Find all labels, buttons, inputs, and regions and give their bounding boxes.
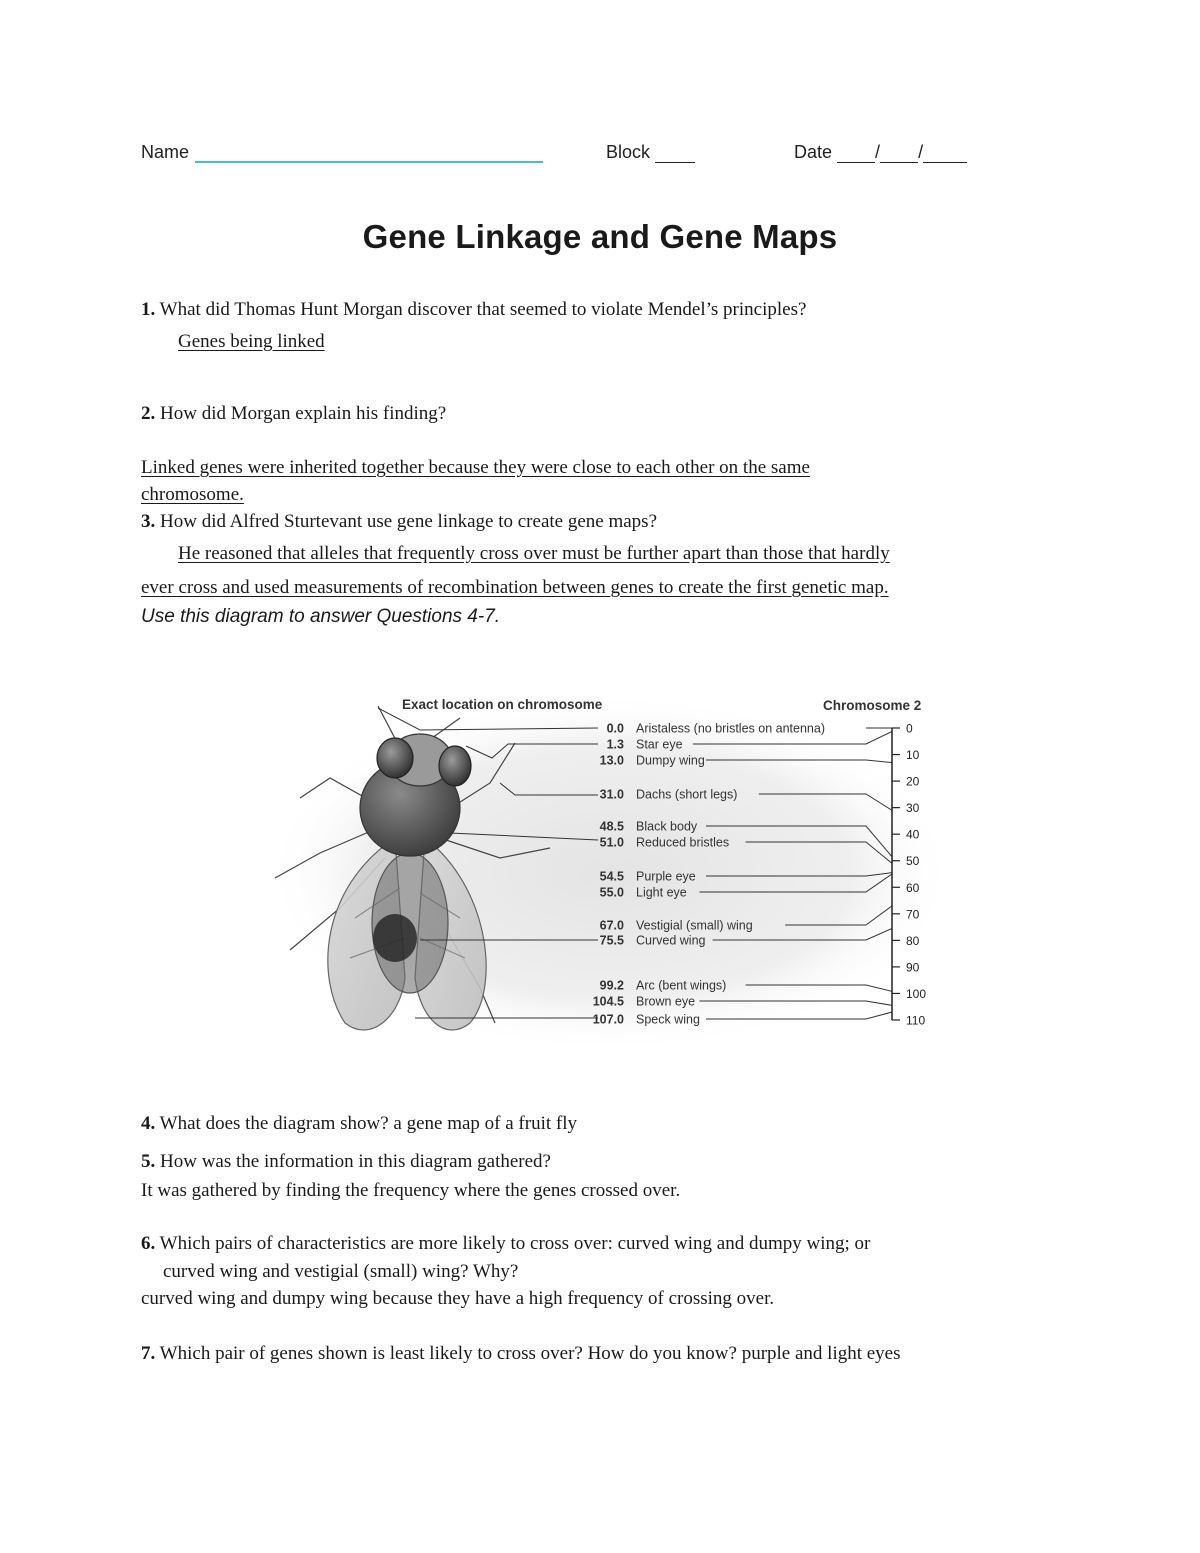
gene-position: 107.0 [592,1012,624,1027]
answer-7: purple and light eyes [741,1343,901,1364]
gene-map-diagram [260,688,960,1058]
question-text: Which pair of genes shown is least likely to cross over? How do you know? [159,1343,737,1364]
gene-label: Star eye [636,737,683,752]
question-2 [141,403,446,425]
question-number: 2. [141,403,156,424]
question-number: 5. [141,1151,156,1172]
question-text: How did Morgan explain his finding? [160,403,447,424]
scale-tick-label: 90 [906,960,920,975]
name-input-line[interactable] [195,143,543,163]
gene-position: 48.5 [599,819,624,834]
gene-row [593,1013,700,1027]
gene-row [600,820,698,834]
question-text: What does the diagram show? [159,1113,389,1134]
question-text: Which pairs of characteristics are more likely to cross over: curved wing and dumpy wing; or [159,1233,871,1254]
gene-position: 99.2 [599,978,624,993]
gene-label: Brown eye [636,994,696,1009]
gene-label: Reduced bristles [636,835,730,850]
name-label: Name [141,142,190,162]
gene-position: 51.0 [599,835,624,850]
diagram-right-heading: Chromosome 2 [823,698,922,713]
gene-label: Dumpy wing [636,753,705,768]
question-number: 1. [141,299,156,320]
gene-position: 0.0 [606,721,624,736]
gene-row [600,788,738,802]
answer-4: a gene map of a fruit fly [393,1113,577,1134]
scale-tick-label: 10 [906,748,920,763]
gene-label: Curved wing [636,933,706,948]
answer-2-line-2: chromosome. [141,484,244,505]
gene-label: Arc (bent wings) [636,978,727,993]
date-separator: / [918,142,924,162]
answer-6: curved wing and dumpy wing because they have a high frequency of crossing over. [141,1288,775,1309]
answer-3-line-1: He reasoned that alleles that frequently cross over must be further apart than those that hardly [178,543,890,564]
diagram-left-heading: Exact location on chromosome [402,697,603,712]
gene-position: 67.0 [599,918,624,933]
scale-tick-label: 80 [906,933,920,948]
answer-3-line-2: ever cross and used measurements of recombination between genes to create the first genetic map. [141,577,889,598]
question-text: How did Alfred Sturtevant use gene linkage to create gene maps? [160,511,657,532]
question-text: How was the information in this diagram gathered? [160,1151,551,1172]
question-5 [141,1151,551,1173]
date-label: Date [794,142,833,162]
scale-tick-label: 0 [906,721,913,736]
question-number: 7. [141,1343,156,1364]
question-1 [141,299,806,321]
gene-label: Purple eye [636,869,696,884]
block-input-line[interactable] [655,145,695,163]
gene-row [607,738,683,752]
gene-row [600,836,729,850]
gene-position: 104.5 [592,994,624,1009]
question-number: 4. [141,1113,156,1134]
question-6-continued: curved wing and vestigial (small) wing? Why? [163,1261,519,1282]
date-day-line[interactable] [880,145,918,163]
date-field[interactable] [794,142,967,163]
gene-row [600,754,705,768]
scale-tick-label: 40 [906,827,920,842]
date-separator: / [875,142,881,162]
scale-tick-label: 20 [906,774,920,789]
gene-row [600,870,696,884]
gene-position: 1.3 [606,737,624,752]
question-number: 3. [141,511,156,532]
gene-label: Dachs (short legs) [636,787,738,802]
question-text: What did Thomas Hunt Morgan discover that seemed to violate Mendel’s principles? [159,299,807,320]
gene-position: 55.0 [599,885,624,900]
date-month-line[interactable] [837,145,875,163]
gene-row [600,886,687,900]
answer-1: Genes being linked [178,331,325,352]
gene-position: 75.5 [599,933,624,948]
block-field[interactable] [606,142,695,163]
gene-row [607,722,825,736]
answer-2-line-1: Linked genes were inherited together because they were close to each other on the same [141,457,810,478]
question-4 [141,1113,577,1135]
gene-position: 13.0 [599,753,624,768]
answer-5: It was gathered by finding the frequency where the genes crossed over. [141,1180,681,1201]
name-field[interactable] [141,142,543,163]
gene-row [600,979,727,993]
gene-row [593,995,695,1009]
gene-row [600,934,706,948]
scale-tick-label: 100 [906,986,927,1001]
page-title: Gene Linkage and Gene Maps [362,218,838,255]
gene-label: Black body [636,819,698,834]
date-year-line[interactable] [923,145,967,163]
scale-tick-label: 60 [906,880,920,895]
gene-position: 54.5 [599,869,624,884]
gene-label: Speck wing [636,1012,700,1027]
gene-label: Vestigial (small) wing [636,918,753,933]
question-3 [141,511,657,533]
gene-row [600,919,753,933]
gene-label: Aristaless (no bristles on antenna) [636,721,825,736]
diagram-instruction: Use this diagram to answer Questions 4-7. [141,606,501,627]
question-number: 6. [141,1233,156,1254]
scale-tick-label: 50 [906,854,920,869]
scale-tick-label: 70 [906,907,920,922]
question-7 [141,1343,901,1365]
scale-tick-label: 30 [906,801,920,816]
scale-tick-label: 110 [906,1013,926,1028]
block-label: Block [606,142,651,162]
gene-position: 31.0 [599,787,624,802]
question-6 [141,1233,870,1255]
gene-label: Light eye [636,885,687,900]
